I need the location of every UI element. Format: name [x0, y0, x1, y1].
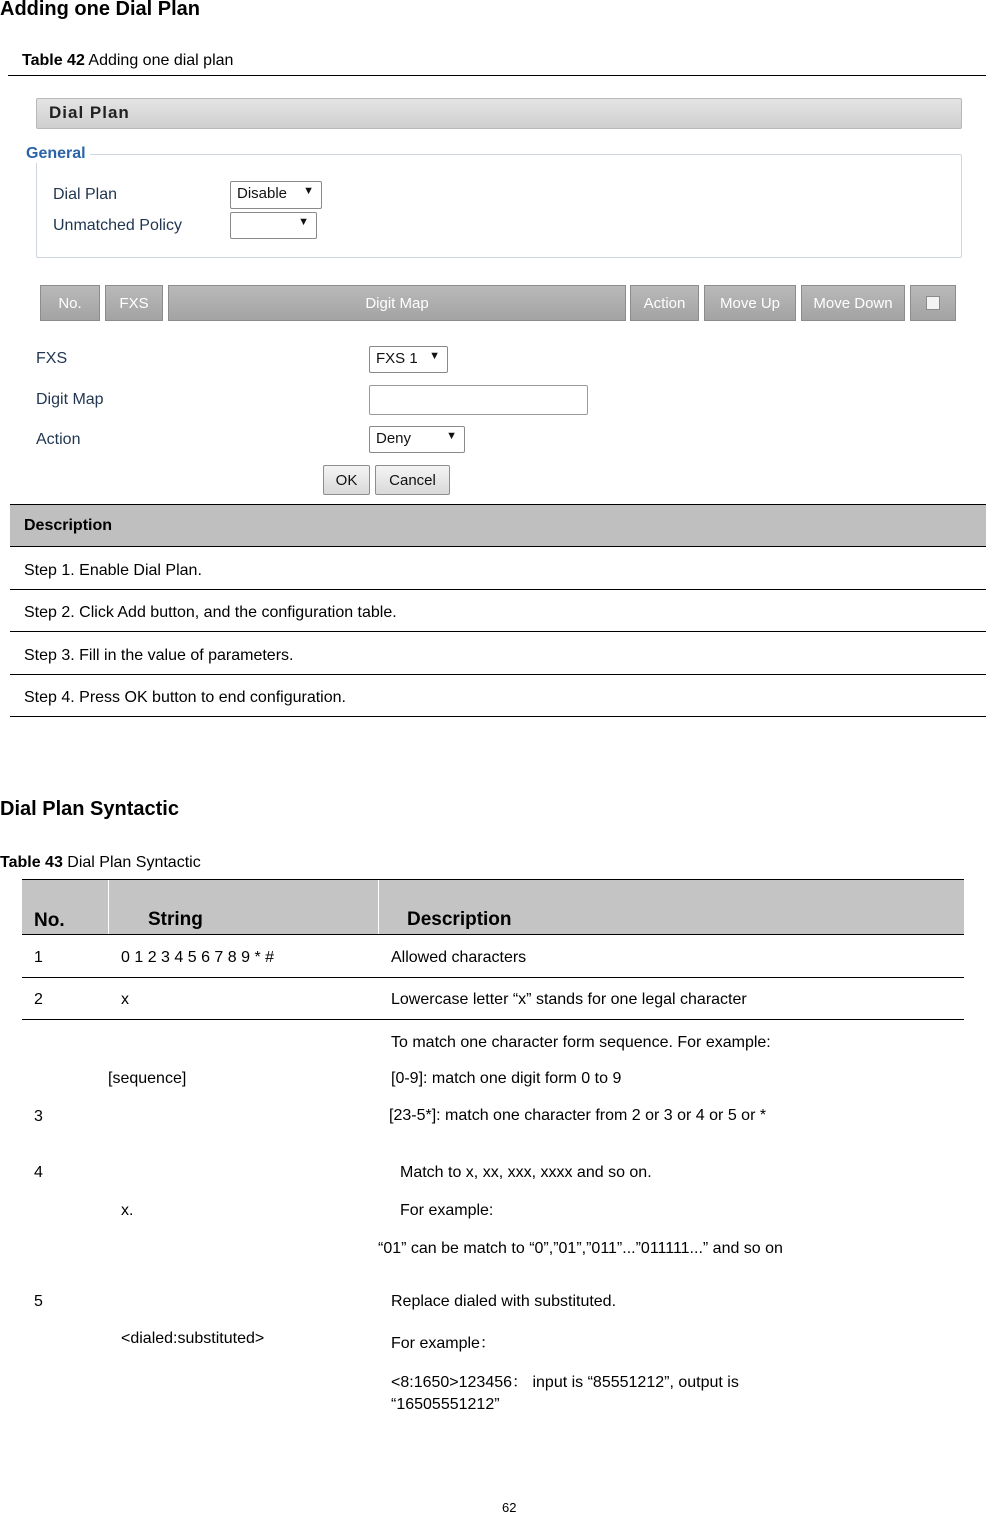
dial-plan-title: Dial Plan	[49, 103, 130, 122]
t43-row5-desc-4: “16505551212”	[391, 1396, 500, 1413]
desc-rule-5	[10, 716, 986, 717]
step-1: Step 1. Enable Dial Plan.	[24, 562, 202, 579]
section-heading: Adding one Dial Plan	[0, 0, 201, 20]
column-digit-map: Digit Map	[168, 285, 626, 321]
t43-row3-desc-1: To match one character form sequence. For example:	[391, 1034, 771, 1051]
select-all-cell	[910, 285, 956, 321]
t43-row3-string: [sequence]	[108, 1070, 187, 1087]
unmatched-policy-select[interactable]	[230, 212, 317, 239]
t43-row5-desc-1: Replace dialed with substituted.	[391, 1293, 617, 1310]
t43-row3-no: 3	[34, 1108, 43, 1125]
table42-title: Adding one dial plan	[88, 52, 234, 69]
t43-header-sep-1	[108, 880, 109, 934]
column-no: No.	[40, 285, 100, 321]
ok-button[interactable]: OK	[323, 465, 370, 495]
table43-caption	[0, 854, 201, 872]
t43-row4-desc-2: For example:	[400, 1202, 494, 1219]
dial-plan-title-bar	[36, 98, 962, 129]
action-select[interactable]	[369, 426, 465, 453]
t43-row4-desc-1: Match to x, xx, xxx, xxxx and so on.	[400, 1164, 652, 1181]
unmatched-policy-label: Unmatched Policy	[53, 217, 182, 234]
chevron-down-icon: ▼	[298, 216, 309, 228]
step-4: Step 4. Press OK button to end configuration.	[24, 689, 346, 706]
desc-rule-3	[10, 631, 986, 632]
column-action: Action	[630, 285, 699, 321]
move-down-button[interactable]: Move Down	[801, 285, 905, 321]
t43-row3-desc-2: [0-9]: match one digit form 0 to 9	[391, 1070, 622, 1087]
action-label: Action	[36, 431, 81, 448]
syntactic-heading: Dial Plan Syntactic	[0, 798, 179, 820]
t43-row1-rule	[22, 977, 964, 978]
general-fieldset	[36, 154, 962, 258]
table42-caption	[22, 52, 233, 70]
column-fxs: FXS	[105, 285, 163, 321]
desc-rule-1	[10, 546, 986, 547]
chevron-down-icon: ▼	[303, 185, 314, 197]
t43-row2-string: x	[121, 991, 129, 1008]
caption-rule	[8, 75, 986, 76]
dial-plan-select[interactable]	[230, 181, 322, 209]
step-3: Step 3. Fill in the value of parameters.	[24, 647, 294, 664]
t43-header-no: No.	[34, 910, 65, 931]
t43-row1-desc: Allowed characters	[391, 949, 527, 966]
cancel-button[interactable]: Cancel	[375, 465, 450, 495]
t43-top-rule	[22, 879, 964, 880]
chevron-down-icon: ▼	[429, 350, 440, 362]
dial-plan-label: Dial Plan	[53, 186, 118, 203]
fxs-select-value: FXS 1	[376, 350, 418, 367]
t43-row1-no: 1	[34, 949, 43, 966]
digit-map-input[interactable]	[369, 385, 588, 415]
t43-row2-desc: Lowercase letter “x” stands for one legal character	[391, 991, 747, 1008]
t43-row5-string: <dialed:substituted>	[121, 1330, 265, 1347]
t43-header-description: Description	[407, 909, 512, 930]
t43-row5-no: 5	[34, 1293, 43, 1310]
digit-map-label: Digit Map	[36, 391, 104, 408]
t43-row2-rule	[22, 1019, 964, 1020]
desc-rule-4	[10, 674, 986, 675]
t43-row4-desc-3: “01” can be match to “0”,”01”,”011”...”011111...” and so on	[378, 1240, 783, 1257]
desc-rule-2	[10, 589, 986, 590]
fxs-select[interactable]	[369, 346, 448, 373]
t43-row2-no: 2	[34, 991, 43, 1008]
t43-row3-desc-3: [23-5*]: match one character from 2 or 3 or 4 or 5 or *	[389, 1107, 767, 1124]
t43-header-rule	[22, 934, 964, 935]
t43-row1-string: 0 1 2 3 4 5 6 7 8 9 * #	[121, 949, 275, 966]
move-up-button[interactable]: Move Up	[704, 285, 796, 321]
page-number: 62	[502, 1500, 517, 1515]
table43-label: Table 43	[0, 854, 63, 871]
chevron-down-icon: ▼	[446, 430, 457, 442]
fxs-label: FXS	[36, 350, 68, 367]
t43-header-sep-2	[378, 880, 379, 934]
action-select-value: Deny	[376, 430, 412, 447]
t43-row5-desc-2: For example：	[391, 1335, 496, 1352]
t43-row4-no: 4	[34, 1164, 43, 1181]
t43-header-string: String	[148, 909, 203, 930]
description-header-row	[10, 505, 986, 546]
t43-row5-desc-3: <8:1650>123456： input is “85551212”, output is	[391, 1374, 739, 1391]
table42-label: Table 42	[22, 52, 85, 69]
t43-row4-string: x.	[121, 1202, 134, 1219]
general-legend: General	[22, 145, 90, 163]
table43-title: Dial Plan Syntactic	[67, 854, 201, 871]
step-2: Step 2. Click Add button, and the configuration table.	[24, 604, 397, 621]
select-all-checkbox[interactable]	[926, 296, 940, 310]
description-header: Description	[24, 517, 113, 534]
dial-plan-select-value: Disable	[237, 185, 288, 202]
